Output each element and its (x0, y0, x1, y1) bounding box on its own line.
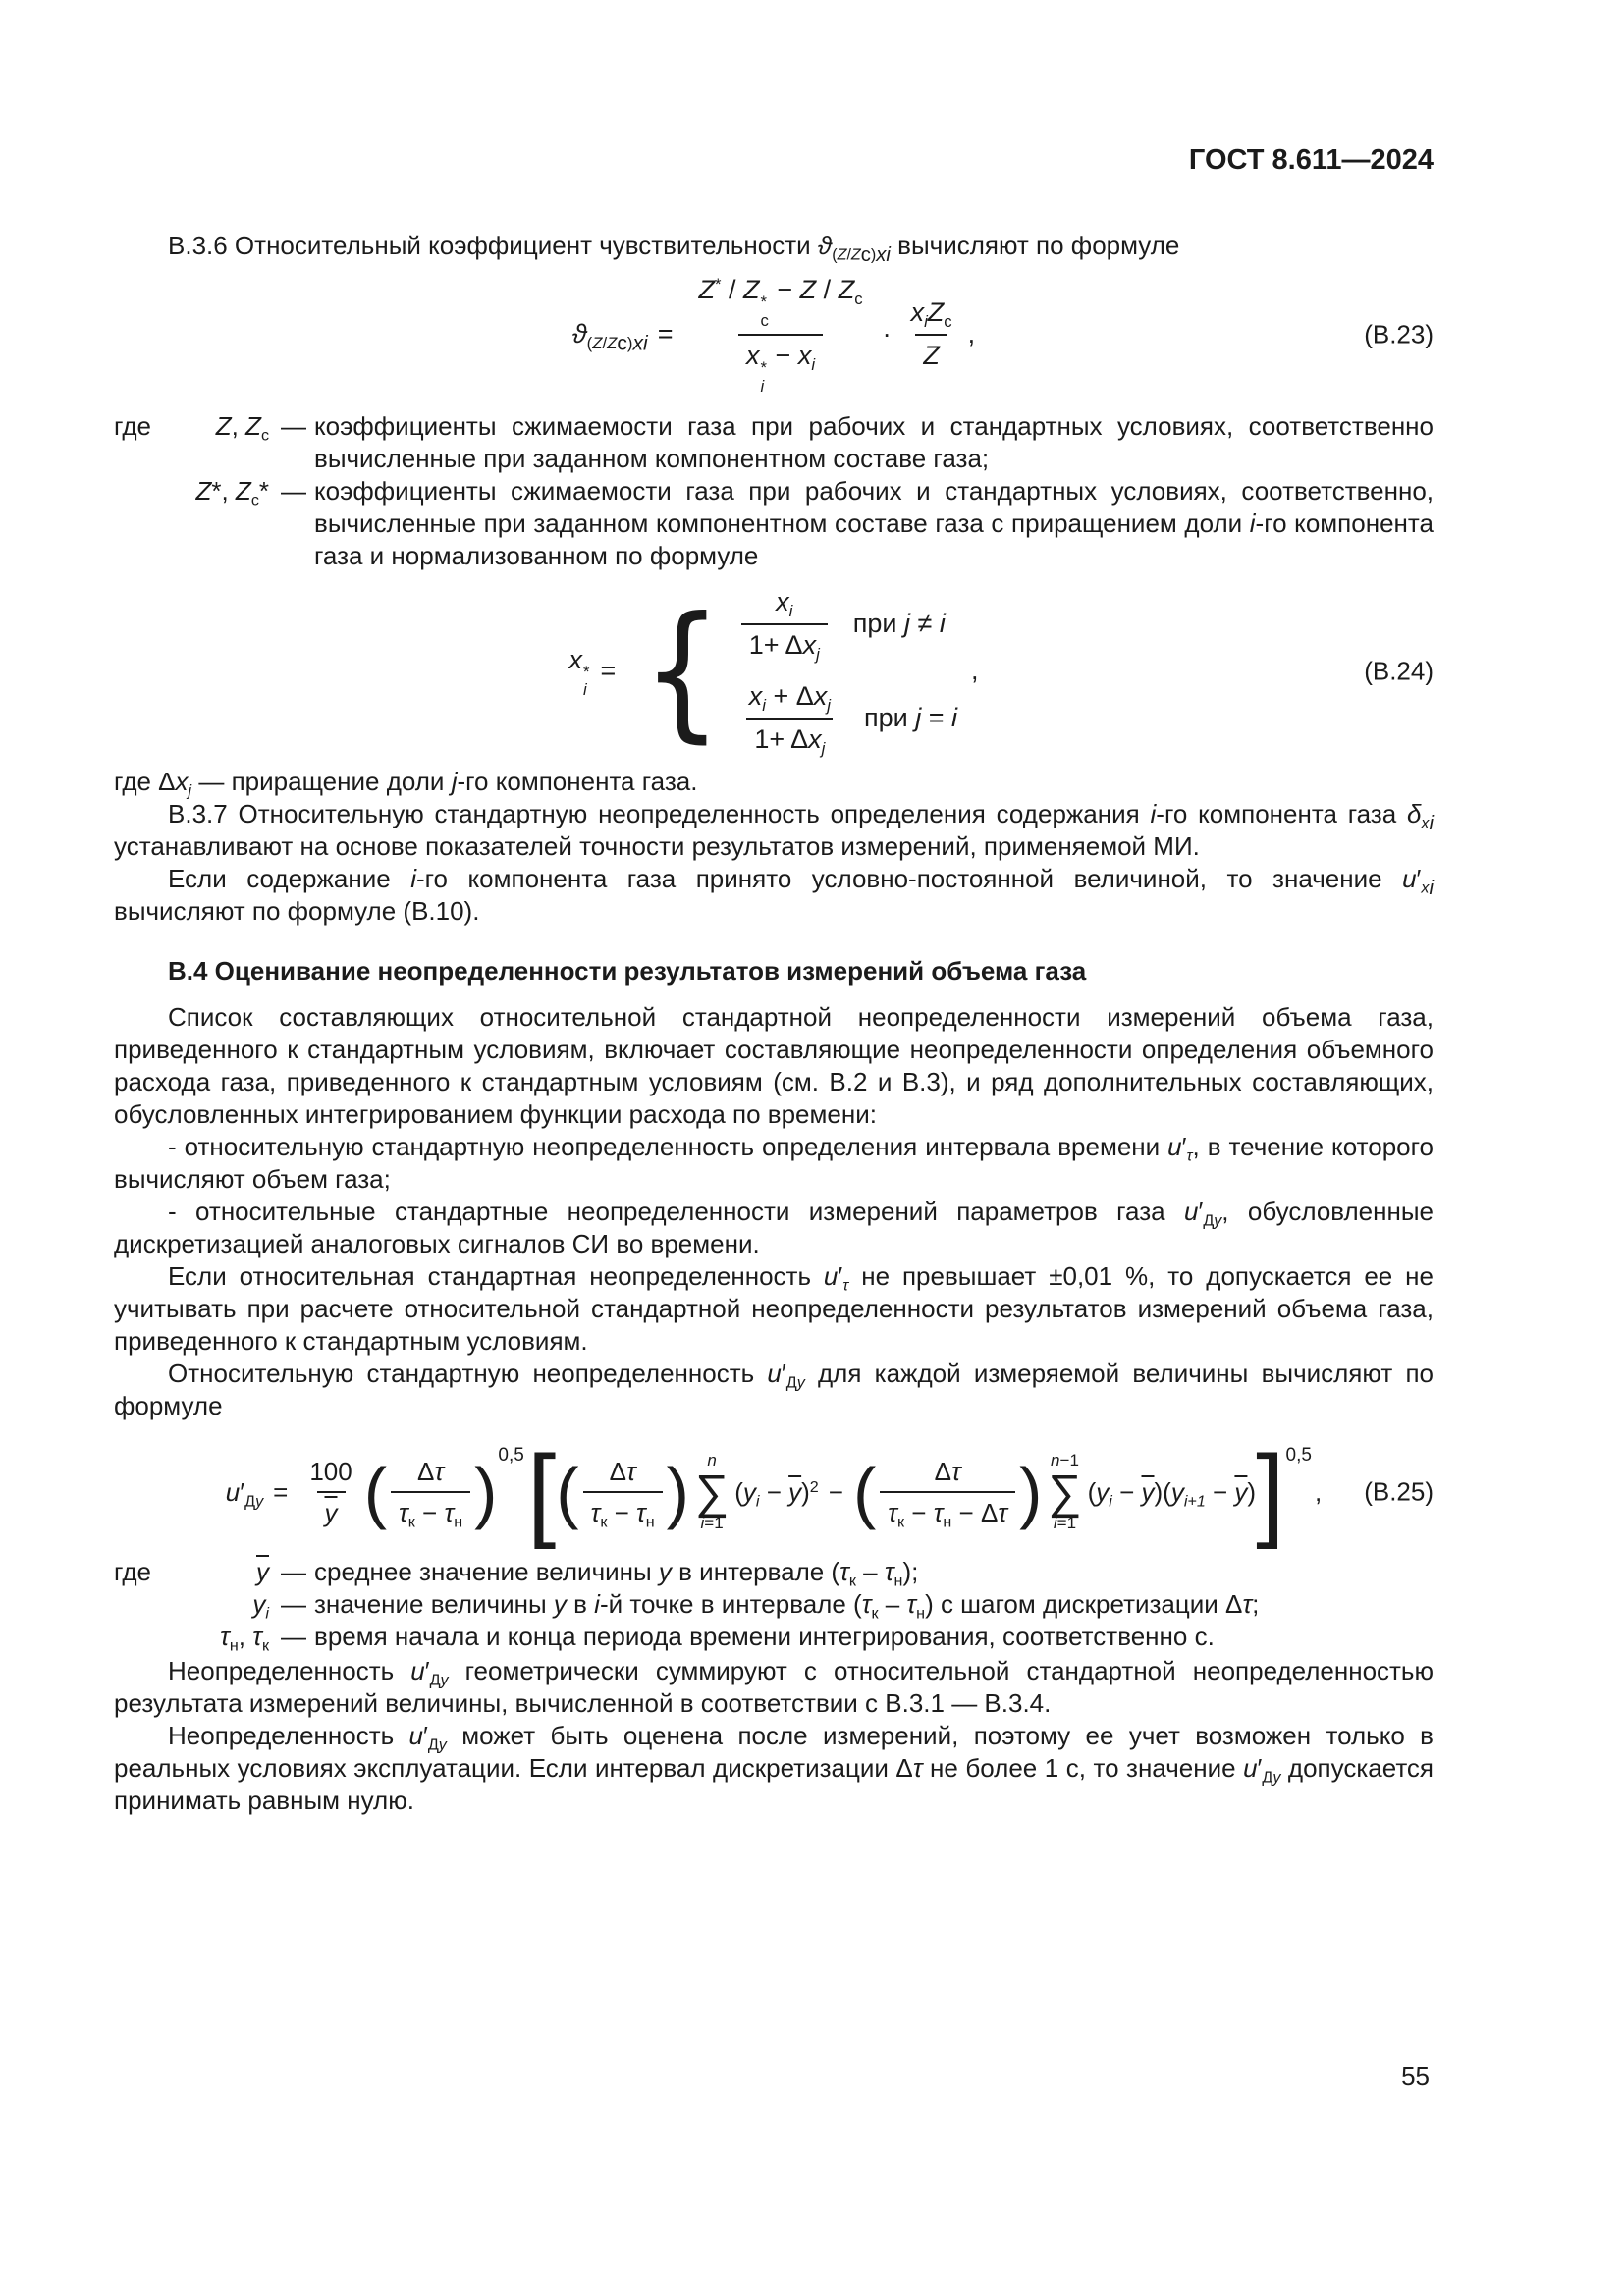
fraction (741, 680, 839, 757)
open-paren: ( (852, 1454, 877, 1531)
open-paren: ( (556, 1454, 579, 1531)
fraction-denominator: $\tau_к - \tau_н$ (391, 1491, 470, 1529)
definition-dash: — (281, 411, 306, 442)
multiplication-dot: · (882, 318, 892, 348)
definition-dash: — (281, 476, 306, 507)
list-item-u-du: - относительные стандартные неопределенности измерений параметров газа $u'_{Ду}$, обусловленные дискретизацией аналоговых сигналов СИ во времени. (114, 1197, 1435, 1259)
section-heading-b4: В.4 Оценивание неопределенности результатов измерений объема газа (168, 956, 1087, 987)
definition-dash: — (281, 1622, 306, 1652)
fraction (690, 274, 870, 395)
fraction (301, 1456, 359, 1529)
definition-row (114, 1621, 1434, 1653)
open-bracket: [ (526, 1434, 557, 1551)
fraction-numerator: Δτ (934, 1456, 961, 1486)
fraction-denominator: $1+ \Delta x_j$ (746, 718, 833, 757)
term: $(y_i - \overline{y})(y_{i+1} - \overline{y})$ (1087, 1477, 1257, 1511)
fraction (391, 1456, 470, 1529)
paragraph-b36: В.3.6 Относительный коэффициент чувствительности $ϑ_{(Z/Zc)xi}$ вычисляют по формуле (168, 231, 1180, 267)
summation-lower: i=1 (700, 1514, 724, 1533)
paragraph-uncertainty-note: Неопределенность $u'_{Ду}$ может быть оценена после измерений, поэтому ее учет возможен только в реальных условиях эксплуатации. Если интервал дискретизации Δτ не более 1 с, то значение $u'_{Ду}$ допускается принимать равным нулю. (114, 1721, 1435, 1816)
definition-text: коэффициенты сжимаемости газа при рабочих и стандартных условиях, соответственно, вычисленные при заданном компонентном составе газа с приращением доли i-го компонента газа и нормализованном по формуле (314, 476, 1434, 571)
formula-b24-body (568, 586, 978, 756)
sigma-symbol: ∑ (694, 1466, 730, 1519)
paragraph-b37: В.3.7 Относительную стандартную неопределенность определения содержания i-го компонента газа $\delta_{xi}$ устанавливают на основе показателей точности результатов измерений, применяемой МИ. (114, 799, 1434, 862)
formula-label-b25: (В.25) (1364, 1476, 1434, 1507)
fraction-numerator: $x_iZ_c$ (910, 296, 952, 331)
cases-brace: { (642, 585, 723, 757)
fraction (880, 1456, 1015, 1529)
fraction (903, 296, 960, 373)
definition-term: $\tau_н$, $\tau_к$ (220, 1622, 269, 1655)
list-item-u-tau: - относительную стандартную неопределенность определения интервала времени $u'_\tau$, в течение которого вычисляют объем газа; (114, 1132, 1434, 1195)
formula-b23 (114, 274, 1434, 395)
formula-lhs: $ϑ_{(Z/Zc)xi}$ (571, 318, 648, 355)
summation (695, 1452, 729, 1533)
definition-text: значение величины y в i-й точке в интервале $(\tau_к - \tau_н)$ с шагом дискретизации Δτ; (314, 1589, 1260, 1623)
equals-sign: = (273, 1477, 289, 1508)
definition-dash: — (281, 1557, 306, 1587)
close-paren: ) (474, 1454, 498, 1531)
close-paren: ) (666, 1454, 689, 1531)
definition-row (114, 1588, 1434, 1621)
paragraph-uncertainty-sum: Неопределенность $u'_{Ду}$ геометрически суммируют с относительной стандартной неопределенностью результата измерений величины, вычисленной в соответствии с В.3.1 — В.3.4. (114, 1656, 1434, 1719)
close-paren: ) (1019, 1454, 1043, 1531)
fraction-numerator: Δτ (609, 1456, 636, 1486)
formula-b25 (114, 1434, 1434, 1551)
definition-term: Z, $Z_c$ (215, 411, 269, 445)
page-content (114, 0, 1434, 1817)
summation-upper: n (707, 1450, 717, 1469)
formula-b23-body (572, 274, 975, 395)
formula-lhs: x * i (568, 644, 590, 700)
term: $(y_i - \overline{y})^2$ (734, 1477, 819, 1511)
case-row (733, 680, 957, 757)
definition-row (114, 410, 1434, 475)
definition-row (114, 1556, 1434, 1588)
page-number: 55 (1401, 2061, 1430, 2091)
where-word: где (114, 1557, 151, 1587)
fraction-denominator: $\tau_к - \tau_н - \Delta\tau$ (880, 1491, 1015, 1529)
formula-b25-body (225, 1434, 1323, 1551)
fraction-numerator: 100 (309, 1456, 352, 1486)
definition-term: $\overline{y}$ (256, 1557, 269, 1587)
exponent: 0,5 (1285, 1445, 1312, 1467)
formula-lhs: $u'_{Ду}$ (225, 1477, 264, 1511)
open-paren: ( (363, 1454, 388, 1531)
fraction-denominator: Z (915, 334, 947, 373)
cases-block (733, 586, 957, 756)
formula-label-b24: (В.24) (1364, 656, 1434, 686)
fraction-denominator: x * i − $x_i$ (738, 334, 823, 396)
definition-dash: — (281, 1589, 306, 1620)
case-condition: при j = i (863, 702, 957, 732)
equals-sign: = (657, 318, 674, 348)
comma: , (1314, 1477, 1323, 1508)
running-header: ГОСТ 8.611—2024 (1188, 144, 1434, 176)
definition-row (114, 475, 1434, 572)
formula-b24 (114, 586, 1434, 756)
paragraph-condition: Если относительная стандартная неопределенность $u'_\tau$ не превышает ±0,01 %, то допускается ее не учитывать при расчете относительной стандартной неопределенности результатов измерений объема газа, приведенного к стандартным условиям. (114, 1261, 1434, 1357)
close-bracket: ] (1256, 1434, 1285, 1551)
summation-upper: n−1 (1051, 1450, 1079, 1469)
case-condition: при j ≠ i (852, 609, 946, 639)
paragraph-formula-intro: Относительную стандартную неопределенность $u'_{Ду}$ для каждой измеряемой величины вычисляют по формуле (114, 1359, 1434, 1421)
fraction-numerator: $x_i$ (776, 587, 793, 621)
exponent: 0,5 (498, 1445, 524, 1467)
fraction-numerator: Δτ (417, 1456, 445, 1486)
minus-sign: − (828, 1477, 843, 1508)
fraction (741, 586, 828, 663)
fraction-denominator: $1+ \Delta x_j$ (741, 623, 828, 663)
comma: , (967, 318, 976, 348)
definition-text: среднее значение величины y в интервале $(\tau_к - \tau_н)$; (314, 1557, 919, 1590)
paragraph-where-dx: где $\Delta x_j$ — приращение доли j-го компонента газа. (114, 767, 698, 800)
summation-lower: i=1 (1053, 1514, 1077, 1533)
summation (1048, 1452, 1081, 1533)
paragraph-b37-note: Если содержание i-го компонента газа принято условно-постоянной величиной, то значение $u'_{xi}$ вычисляют по формуле (В.10). (114, 864, 1434, 927)
fraction-denominator: y (317, 1491, 346, 1529)
paragraph-b4-intro: Список составляющих относительной стандартной неопределенности измерений объема газа, приведенного к стандартным условиям, включает составляющие неопределенности определения объемного расхода газа, приведенного к стандартным условиям (см. В.2 и В.3), и ряд дополнительных составляющих, обусловленных интегрированием функции расхода по времени: (114, 1002, 1434, 1130)
where-word: где (114, 411, 151, 442)
definition-list-b25 (114, 1556, 1434, 1653)
fraction-numerator: $x_i + \Delta x_j$ (748, 680, 831, 715)
definition-term: Z*, $Z_c*$ (195, 476, 269, 509)
definition-text: время начала и конца периода времени интегрирования, соответственно с. (314, 1622, 1215, 1652)
formula-label-b23: (В.23) (1364, 319, 1434, 349)
equals-sign: = (600, 655, 617, 685)
case-row (733, 586, 957, 663)
sigma-symbol: ∑ (1048, 1466, 1082, 1519)
fraction (583, 1456, 663, 1529)
fraction-denominator: $\tau_к - \tau_н$ (583, 1491, 663, 1529)
fraction-numerator: Z* / Z * c − Z / $Z_c$ (698, 274, 863, 330)
definition-term: $y_i$ (252, 1589, 269, 1623)
definition-list-b23 (114, 410, 1434, 572)
comma: , (970, 655, 979, 685)
definition-text: коэффициенты сжимаемости газа при рабочих и стандартных условиях, соответственно вычисленные при заданном компонентном составе газа; (314, 411, 1434, 474)
